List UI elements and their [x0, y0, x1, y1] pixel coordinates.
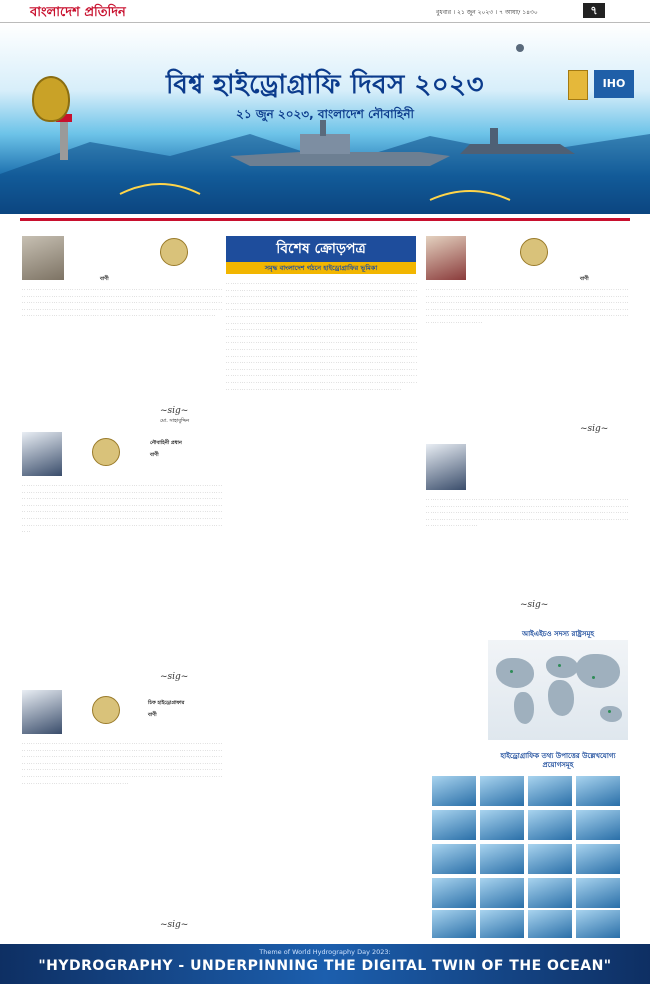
member-marker	[608, 710, 611, 713]
navy-chief-title: নৌবাহিনী প্রধান	[150, 440, 182, 446]
message-heading: বাণী	[150, 452, 159, 458]
continent-europe	[546, 656, 578, 678]
member-marker	[510, 670, 513, 673]
application-thumbnail	[480, 810, 524, 840]
page-subtitle: ২১ জুন ২০২৩, বাংলাদেশ নৌবাহিনী	[236, 107, 414, 121]
newspaper-logo: বাংলাদেশ প্রতিদিন	[30, 5, 126, 20]
message-heading: বাণী	[100, 276, 109, 282]
application-thumbnail	[480, 844, 524, 874]
application-thumbnail	[528, 810, 572, 840]
continent-africa	[548, 680, 574, 716]
navy-seal-icon	[92, 438, 120, 466]
member-marker	[592, 676, 595, 679]
continent-australia	[600, 706, 622, 722]
application-thumbnail	[432, 776, 476, 806]
special-supplement-subtitle: সমৃদ্ধ বাংলাদেশ গঠনে হাইড্রোগ্রাফির ভূমিকা	[226, 262, 416, 274]
chief-hydrographer-signature: ~sig~	[160, 920, 189, 930]
state-seal-icon	[160, 238, 188, 266]
map-title: আইএইচও সদস্য রাষ্ট্রসমূহ	[521, 630, 595, 638]
masthead	[0, 0, 650, 23]
message-heading: বাণী	[580, 276, 589, 282]
page-number: ৭	[583, 3, 605, 18]
application-thumbnail	[528, 878, 572, 908]
president-message: . . . . . . . . . . . . . . . . . . . . . . . . . . . . . . . . . . . . . . . . . . . . . . . . . . . . . . . . . . . . . . . . . . . . . . . . . . . . . . . . . . . . . . . . . . . . . . . . . . . . . . . . . . . . . . . . . . . . . . . . . . . . . . . . . . . . . . . . . . . . . . . . . . . . . . . . . . . . . . . . . . . . . . . . . . . . . . . . . . . . . . . . . . . . . . . . . . . . . . . . . . . . . . . . . . . . . . . . . . . . . . . . . . . . . . . . . . . . . . . . . . . . . . . . . . . . . . . . . . . . . . . . . . . . . . . . . . . . . . . . . . . . . . . . . . . . . . . . . . . . . . . . . . . . . . . . . . . . . . . . . . . . . . . . . . . . . . . . . . . . . . . . . . . . . . . . . . . . . . . . . . . . . . . . . . . . . . . . . . . . . . . . . . . . . . . . . . . . . . . . . . . . . . . . . . . . . . . . . . . . . . . . . . . . . . . . . . . . .	[22, 287, 222, 318]
application-thumbnail	[576, 878, 620, 908]
president-signature: ~sig~	[160, 406, 189, 416]
application-thumbnail	[528, 776, 572, 806]
continent-north-america	[496, 658, 534, 688]
writer-article: . . . . . . . . . . . . . . . . . . . . . . . . . . . . . . . . . . . . . . . . . . . . . . . . . . . . . . . . . . . . . . . . . . . . . . . . . . . . . . . . . . . . . . . . . . . . . . . . . . . . . . . . . . . . . . . . . . . . . . . . . . . . . . . . . . . . . . . . . . . . . . . . . . . . . . . . . . . . . . . . . . . . . . . . . . . . . . . . . . . . . . . . . . . . . . . . . . . . . . . . . . . . . . . . . . . . . . . . . . . . . . . . . . . . . . . . . . . . . . . . . . . . . . . . . . . . . . . . . . . . . . . . . . . . . . . . . . . . . . . . . . . . . . . . . . . . . . . . . . . . . . . . . . . . . . . . . . . . . . . . . . . . . . . . . . . . . . . . . . . . . . . . . . . . . . . . . . . . . . . . . . . . . . . . . . . . . . . . . . .	[426, 497, 629, 528]
application-thumbnail	[432, 844, 476, 874]
iho-member-map	[488, 640, 628, 740]
theme-statement: "HYDROGRAPHY - UNDERPINNING THE DIGITAL TWIN OF THE OCEAN"	[38, 958, 612, 974]
application-thumbnail	[576, 810, 620, 840]
writer-signature: ~sig~	[520, 600, 549, 610]
application-thumbnail	[576, 776, 620, 806]
prime-minister-photo	[426, 236, 466, 280]
navy-emblem-icon	[32, 76, 70, 122]
president-name: মো. সাহাবুদ্দিন	[160, 418, 190, 424]
government-seal-icon	[520, 238, 548, 266]
section-rule	[20, 218, 630, 221]
hero-banner	[0, 24, 650, 214]
application-thumbnail	[480, 776, 524, 806]
prime-minister-signature: ~sig~	[580, 424, 609, 434]
application-thumbnail	[432, 810, 476, 840]
continent-south-america	[514, 692, 534, 724]
navy-chief-message: . . . . . . . . . . . . . . . . . . . . . . . . . . . . . . . . . . . . . . . . . . . . . . . . . . . . . . . . . . . . . . . . . . . . . . . . . . . . . . . . . . . . . . . . . . . . . . . . . . . . . . . . . . . . . . . . . . . . . . . . . . . . . . . . . . . . . . . . . . . . . . . . . . . . . . . . . . . . . . . . . . . . . . . . . . . . . . . . . . . . . . . . . . . . . . . . . . . . . . . . . . . . . . . . . . . . . . . . . . . . . . . . . . . . . . . . . . . . . . . . . . . . . . . . . . . . . . . . . . . . . . . . . . . . . . . . . . . . . . . . . . . . . . . . . . . . . . . . . . . . . . . . . . . . . . . . . . . . . . . . . . . . . . . . . . . . . . . . . . . . . . . . . . . . . . . . . . . . . . . . . . . . . . . . . . . . . . . . . . . . . . . . . . . . . . . . . . . . . . . . . . . . . . . . . . . . . . . . . . . . . . . . . . . . . . . . . . . . . . . . . . . . . . . . . . . . . . . . . . . . . . . . . . . . . . . . . . . . . . . . . . . . . . . . . . . . . . . . . . . . . . . . . . . . . . . . . . . . . . . . . . . . . . . . . . . . . . . . . . . . . . . . . . . . . . . . . . . . . . . . . . . . . . . . . . . . . . . . . . . . . . . . . . . . . . . . . . . . . . . . . . . . . . . . . . . . . . . . . . . .	[22, 483, 222, 534]
applications-title: হাইড্রোগ্রাফিক তথ্য উপাত্তের উল্লেখযোগ্য প্রয়োগসমূহ	[500, 752, 616, 769]
chief-hydrographer-photo	[22, 690, 62, 734]
navy-chief-signature: ~sig~	[160, 672, 189, 682]
message-heading: বাণী	[148, 712, 157, 718]
application-thumbnail	[576, 844, 620, 874]
theme-footer	[0, 944, 650, 984]
page-title: বিশ্ব হাইড্রোগ্রাফি দিবস ২০২৩	[165, 70, 484, 100]
chief-hydrographer-message: . . . . . . . . . . . . . . . . . . . . . . . . . . . . . . . . . . . . . . . . . . . . . . . . . . . . . . . . . . . . . . . . . . . . . . . . . . . . . . . . . . . . . . . . . . . . . . . . . . . . . . . . . . . . . . . . . . . . . . . . . . . . . . . . . . . . . . . . . . . . . . . . . . . . . . . . . . . . . . . . . . . . . . . . . . . . . . . . . . . . . . . . . . . . . . . . . . . . . . . . . . . . . . . . . . . . . . . . . . . . . . . . . . . . . . . . . . . . . . . . . . . . . . . . . . . . . . . . . . . . . . . . . . . . . . . . . . . . . . . . . . . . . . . . . . . . . . . . . . . . . . . . . . . . . . . . . . . . . . . . . . . . . . . . . . . . . . . . . . . . . . . . . . . . . . . . . . . . . . . . . . . . . . . . . . . . . . . . . . . . . . . . . . . . . . . . . . . . . . . . . . . . . . . . . . . . . . . . . . . . . . . . . . . . . . . . . . . . . . . . . . . . . . . . . . . . . . . . . . . . . . . . . . . . . . . . . . . . . . . . . . . . . . . . . . . . . . . . . . . . . . . . . . . . . . . . . . . . . . . . . . . . . . . . . . . . . . . . . . . . . . . . . . . . . . . . . . . . . . . . . . . . . . . . . . . . . . .	[22, 741, 222, 785]
navy-chief-photo	[22, 432, 62, 476]
continent-asia	[576, 654, 620, 688]
application-thumbnail	[480, 910, 524, 938]
member-marker	[558, 664, 561, 667]
hydrography-seal-icon	[92, 696, 120, 724]
chief-hydrographer-title: চিফ হাইড্রোগ্রাফার	[148, 700, 185, 706]
application-thumbnail	[432, 910, 476, 938]
theme-label: Theme of World Hydrography Day 2023:	[259, 948, 391, 956]
writer-photo	[426, 444, 466, 490]
iho-logo: IHO	[594, 70, 634, 98]
main-article: . . . . . . . . . . . . . . . . . . . . . . . . . . . . . . . . . . . . . . . . . . . . . . . . . . . . . . . . . . . . . . . . . . . . . . . . . . . . . . . . . . . . . . . . . . . . . . . . . . . . . . . . . . . . . . . . . . . . . . . . . . . . . . . . . . . . . . . . . . . . . . . . . . . . . . . . . . . . . . . . . . . . . . . . . . . . . . . . . . . . . . . . . . . . . . . . . . . . . . . . . . . . . . . . . . . . . . . . . . . . . . . . . . . . . . . . . . . . . . . . . . . . . . . . . . . . . . . . . . . . . . . . . . . . . . . . . . . . . . . . . . . . . . . . . . . . . . . . . . . . . . . . . . . . . . . . . . . . . . . . . . . . . . . . . . . . . . . . . . . . . . . . . . . . . . . . . . . . . . . . . . . . . . . . . . . . . . . . . . . . . . . . . . . . . . . . . . . . . . . . . . . . . . . . . . . . . . . . . . . . . . . . . . . . . . . . . . . . . . . . . . . . . . . . . . . . . . . . . . . . . . . . . . . . . . . . . . . . . . . . . . . . . . . . . . . . . . . . . . . . . . . . . . . . . . . . . . . . . . . . . . . . . . . . . . . . . . . . . . . . . . . . . . . . . . . . . . . . . . . . . . . . . . . . . . . . . . . . . . . . . . . . . . . . . . . . . . . . . . . . . . . . . . . . . . . . . . . . . . . . . . . . . . . . . . . . . . . . . . . . . . . . . . . . . . . . . . . . . . . . . . . . . . . . . . . . . . . . . . . . . . . . . . . . . . . . . . . . . . . . . . . . . . . . . . . . . . . . . . . . . . . . . . . . . . . . . . . . . . . . . . . . . . . . . . . . . . . . . . . . . . . . . . . . . . . . . . . . . . . . . . . . . . . . . . . . . . . . . . . . . . . . . . . . . . . . . . . . . . . . . . . . . . . . . . . . . . . . . . . . . . . . . . . . . . . . . . . . . . . . . . . . . . . . . . . . . . . . . . . . . . . . . . . . . . . . . . . . . . . . . . . . . . . . . . . . . . . . . . . . . . . . . . . . . . . . . . . . . . . . . . . . . . . . . . . . . . . . . . . . . . . . . . . . . . . . . . . . . . . . . . . . . . . . . . . . . . . . . . . . . . . . . . . . . . . . . . . . . . . . . . . . . . . . . . . . . . . . . . . . . . . . . . . . . . . . . . . . . . . . . . . . . . . . . . . . . . . . . . . . . . . . . . . . . . . . . . . . . . . . . . . . . . . . . . . . . . . . . . . . . . . . . . . . . . . . . . . . . . . . . . . . . . . . . . . . . . . . . . . . . . . . . . . . . . . . . . . . . . . . . . . . . . . . . . . . . . . . . . . . . . . . . . . . . . . . . . . . . . . . . . . . . . . . . . . . . . . . . . . . . . . . . . . . . . . . . . . . . . . . . . . . . . . . . . . . . . . . . . . . . . . . . . . . . . . . . . . . . . . . . . . . . . . . . . . . . . . . . . . . . . . . . . . . . . . . . . . . . . . . . . . . . . . . . . . . . . . . . . . . . . . . . . . . . . . . . . . . . . . . . . . . . . . . . . . . . . . . . . . . . . . . . . . . . . . . . . . . . . . . .	[226, 281, 417, 391]
special-supplement-title: বিশেষ ক্রোড়পত্র	[226, 236, 416, 262]
application-thumbnail	[432, 878, 476, 908]
hydrographic-emblem-icon	[568, 70, 588, 100]
application-thumbnail	[528, 910, 572, 938]
application-thumbnail	[480, 878, 524, 908]
application-thumbnail	[528, 844, 572, 874]
president-photo	[22, 236, 64, 280]
prime-minister-message: . . . . . . . . . . . . . . . . . . . . . . . . . . . . . . . . . . . . . . . . . . . . . . . . . . . . . . . . . . . . . . . . . . . . . . . . . . . . . . . . . . . . . . . . . . . . . . . . . . . . . . . . . . . . . . . . . . . . . . . . . . . . . . . . . . . . . . . . . . . . . . . . . . . . . . . . . . . . . . . . . . . . . . . . . . . . . . . . . . . . . . . . . . . . . . . . . . . . . . . . . . . . . . . . . . . . . . . . . . . . . . . . . . . . . . . . . . . . . . . . . . . . . . . . . . . . . . . . . . . . . . . . . . . . . . . . . . . . . . . . . . . . . . . . . . . . . . . . . . . . . . . . . . . . . . . . . . . . . . . . . . . . . . . . . . . . . . . . . . . . . . . . . . . . . . . . . . . . . . . . . . . . . . . . . . . . . . . . . . . . . . . . . . . . . . . . . . . . . . . . . . . . . . . . . . . . . . . . . . . . . . . . . . . . . . . . . . . . . . . . . . . . . . . . . . . . . . . . . . . . . . . . . . . . . .	[426, 287, 629, 324]
application-thumbnail	[576, 910, 620, 938]
issue-date: বুধবার । ২১ জুন ২০২৩ । ৭ আষাঢ় ১৪৩০	[436, 9, 538, 16]
